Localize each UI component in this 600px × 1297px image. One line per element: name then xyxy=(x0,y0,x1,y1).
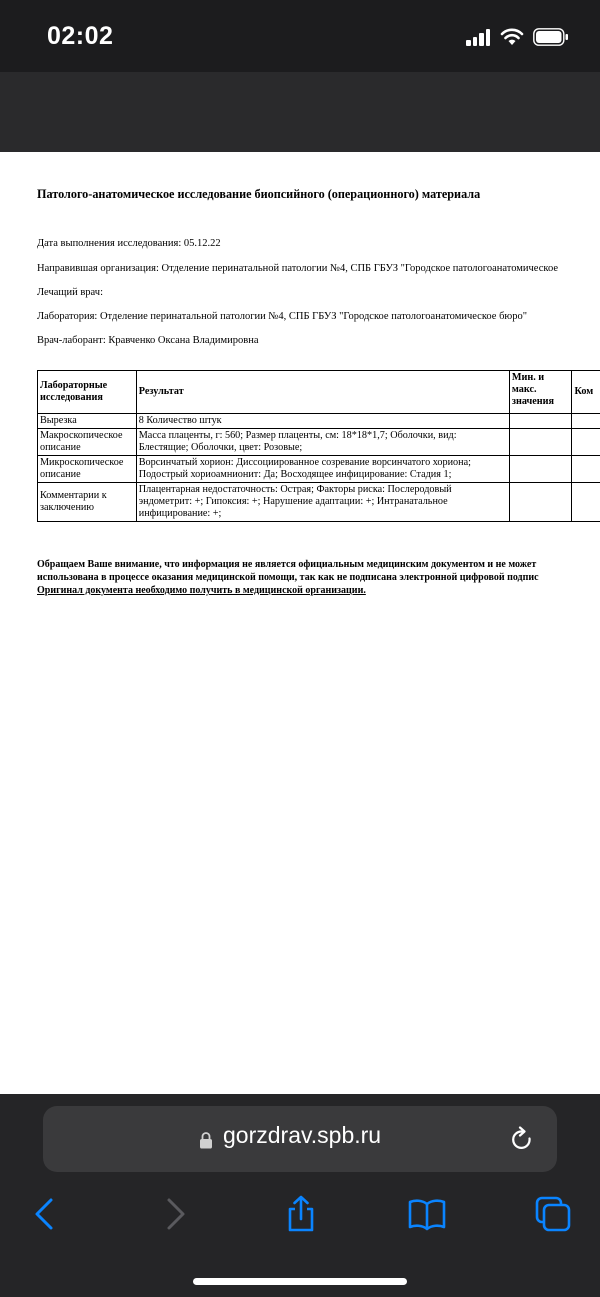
tabs-icon[interactable] xyxy=(533,1194,573,1234)
battery-icon xyxy=(533,28,569,46)
lab-doctor: Врач-лаборант: Кравченко Оксана Владимировна xyxy=(37,335,259,346)
table-cell-comment xyxy=(572,414,600,429)
wifi-icon xyxy=(500,26,524,46)
column-header: Ком xyxy=(572,371,600,414)
forward-icon[interactable] xyxy=(155,1194,195,1234)
table-row xyxy=(38,483,600,522)
browser-bottom-bar xyxy=(0,1094,600,1297)
bookmarks-icon[interactable] xyxy=(407,1194,447,1234)
table-cell-result: Масса плаценты, г: 560; Размер плаценты, см: 18*18*1,7; Оболочки, вид: Блестящие; Оболочки, цвет: Розовые; xyxy=(136,429,509,456)
table-cell-test: Вырезка xyxy=(38,414,137,429)
table-row xyxy=(38,429,600,456)
browser-top-area xyxy=(0,72,600,152)
lock-icon xyxy=(199,1131,213,1149)
table-cell-comment xyxy=(572,429,600,456)
table-cell-result: Плацентарная недостаточность: Острая; Факторы риска: Послеродовый эндометрит: +; Гипоксия: +; Нарушение адаптации: +; Интранатальное инфицирование: +; xyxy=(136,483,509,522)
table-cell-test: Макроскопическое описание xyxy=(38,429,137,456)
share-icon[interactable] xyxy=(281,1194,321,1234)
notice-line: Обращаем Ваше внимание, что информация не является официальным медицинским документом и не может xyxy=(37,559,537,570)
table-cell-result: Ворсинчатый хорион: Диссоциированное созревание ворсинчатого хориона; Подострый хориоамнионит: Да; Восходящее инфицирование: Стадия 1; xyxy=(136,456,509,483)
table-row xyxy=(38,456,600,483)
status-time: 02:02 xyxy=(47,22,114,50)
study-date: Дата выполнения исследования: 05.12.22 xyxy=(37,238,221,249)
address-bar[interactable] xyxy=(43,1106,557,1172)
table-cell-range xyxy=(509,414,572,429)
disclaimer-notice xyxy=(37,558,600,597)
status-bar xyxy=(0,0,600,72)
table-cell-result: 8 Количество штук xyxy=(136,414,509,429)
notice-line: использована в процессе оказания медицинской помощи, так как не подписана электронной цифровой подпис xyxy=(37,572,539,583)
home-indicator xyxy=(193,1278,407,1285)
referring-organization: Направившая организация: Отделение перинатальной патологии №4, СПБ ГБУЗ "Городское патологоанатомическое xyxy=(37,263,558,274)
url-text[interactable]: gorzdrav.spb.ru xyxy=(223,1122,382,1148)
table-header-row xyxy=(38,371,600,414)
document xyxy=(37,152,600,1092)
table-cell-test: Микроскопическое описание xyxy=(38,456,137,483)
column-header: Мин. и макс. значения xyxy=(509,371,572,414)
table-cell-comment xyxy=(572,483,600,522)
column-header: Результат xyxy=(136,371,509,414)
notice-line-underlined: Оригинал документа необходимо получить в медицинской организации. xyxy=(37,585,366,596)
table-cell-range xyxy=(509,483,572,522)
table-cell-comment xyxy=(572,456,600,483)
laboratory: Лаборатория: Отделение перинатальной патологии №4, СПБ ГБУЗ "Городское патологоанатомическое бюро" xyxy=(37,311,528,322)
attending-doctor: Лечащий врач: xyxy=(37,287,103,298)
table-cell-range xyxy=(509,456,572,483)
table-cell-range xyxy=(509,429,572,456)
table-cell-test: Комментарии к заключению xyxy=(38,483,137,522)
reload-icon[interactable] xyxy=(509,1126,535,1154)
table-row xyxy=(38,414,600,429)
results-table xyxy=(37,370,600,522)
column-header: Лабораторные исследования xyxy=(38,371,137,414)
document-title: Патолого-анатомическое исследование биопсийного (операционного) материала xyxy=(37,187,481,201)
back-icon[interactable] xyxy=(25,1194,65,1234)
cellular-signal-icon xyxy=(466,28,492,46)
